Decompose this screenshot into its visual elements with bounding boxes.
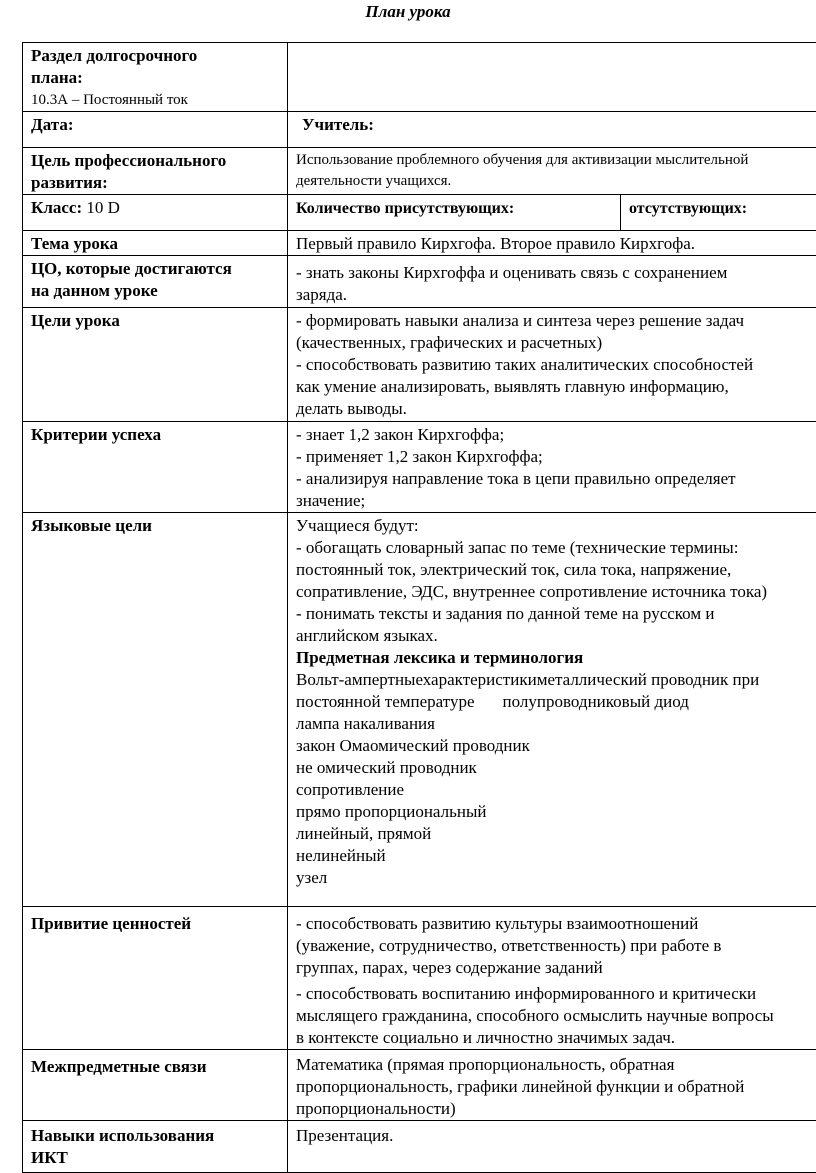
values-line: - способствовать воспитанию информированного и критически — [296, 983, 816, 1005]
row-section — [23, 43, 816, 112]
section-label-line2: плана: — [31, 67, 287, 89]
row-goal — [23, 148, 816, 195]
row-date — [23, 112, 816, 148]
vocab-line2a: постоянной температуре — [296, 692, 475, 711]
topic-label: Тема урока — [31, 234, 118, 253]
section-value-cell — [288, 43, 816, 112]
ict-value: Презентация. — [296, 1126, 393, 1145]
objectives-line: делать выводы. — [296, 398, 816, 420]
section-value: 10.3А – Постоянный ток — [31, 89, 287, 111]
row-objectives — [23, 308, 816, 422]
objectives-line: - формировать навыки анализа и синтеза через решение задач — [296, 310, 816, 332]
objectives-label: Цели урока — [31, 311, 120, 330]
goal-value-line2: деятельности учащихся. — [296, 171, 816, 192]
vocab-item: прямо пропорциональный — [296, 801, 816, 823]
lo-value-line1: - знать законы Кирхгоффа и оценивать связь с сохранением — [296, 262, 816, 284]
vocab-item: закон Омаомический проводник — [296, 735, 816, 757]
values-line: - способствовать развитию культуры взаимоотношений — [296, 913, 816, 935]
criteria-line: - применяет 1,2 закон Кирхгоффа; — [296, 446, 816, 468]
class-value: 10 D — [86, 198, 120, 217]
present-label: Количество присутствующих: — [296, 200, 514, 217]
section-label-cell — [23, 43, 288, 112]
language-label: Языковые цели — [31, 516, 152, 535]
criteria-line: - анализируя направление тока в цепи правильно определяет — [296, 468, 816, 490]
vocab-item: нелинейный — [296, 845, 816, 867]
goal-label-line1: Цель профессионального — [31, 150, 287, 172]
objectives-line: - способствовать развитию таких аналитических способностей — [296, 354, 816, 376]
criteria-label: Критерии успеха — [31, 425, 161, 444]
values-line: группах, парах, через содержание заданий — [296, 957, 816, 979]
values-line: (уважение, сотрудничество, ответственность) при работе в — [296, 935, 816, 957]
cross-line: пропорциональность, графики линейной функции и обратной — [296, 1076, 816, 1098]
row-cross-curricular — [23, 1050, 816, 1121]
row-values — [23, 907, 816, 1050]
values-line: в контексте социально и личностно значимых задач. — [296, 1027, 816, 1049]
lo-label-line1: ЦО, которые достигаются — [31, 258, 287, 280]
objectives-line: как умение анализировать, выявлять главную информацию, — [296, 376, 816, 398]
teacher-label: Учитель: — [302, 114, 816, 136]
vocab-item: сопротивление — [296, 779, 816, 801]
vocab-item: линейный, прямой — [296, 823, 816, 845]
row-criteria — [23, 422, 816, 513]
ict-label-line1: Навыки использования — [31, 1125, 287, 1147]
vocab-item: лампа накаливания — [296, 713, 816, 735]
page-title: План урока — [0, 2, 816, 22]
criteria-line: - знает 1,2 закон Кирхгоффа; — [296, 424, 816, 446]
row-ict — [23, 1121, 816, 1173]
absent-label: отсутствующих: — [629, 200, 747, 217]
values-label: Привитие ценностей — [31, 914, 191, 933]
language-line: - обогащать словарный запас по теме (технические термины: — [296, 537, 816, 559]
ict-label-line2: ИКТ — [31, 1147, 287, 1169]
vocab-item: узел — [296, 867, 816, 889]
language-intro: Учащиеся будут: — [296, 515, 816, 537]
language-line: сопративление, ЭДС, внутреннее сопротивление источника тока) — [296, 581, 816, 603]
language-line: - понимать тексты и задания по данной теме на русском и — [296, 603, 816, 625]
row-topic — [23, 231, 816, 256]
row-class — [23, 195, 816, 231]
values-line: мыслящего гражданина, способного осмыслить научные вопросы — [296, 1005, 816, 1027]
vocab-heading: Предметная лексика и терминология — [296, 647, 816, 669]
objectives-line: (качественных, графических и расчетных) — [296, 332, 816, 354]
class-label: Класс: — [31, 198, 82, 217]
topic-value: Первый правило Кирхгофа. Второе правило Кирхгофа. — [296, 234, 695, 253]
vocab-line1: Вольт-ампертныехарактеристикиметаллический проводник при — [296, 669, 816, 691]
vocab-line2b: полупроводниковый диод — [503, 692, 689, 711]
row-learning-objectives — [23, 256, 816, 308]
vocab-item: не омический проводник — [296, 757, 816, 779]
criteria-line: значение; — [296, 490, 816, 512]
section-label-line1: Раздел долгосрочного — [31, 45, 287, 67]
lo-label-line2: на данном уроке — [31, 280, 287, 302]
cross-line: Математика (прямая пропорциональность, обратная — [296, 1054, 816, 1076]
lesson-plan-table — [22, 42, 816, 1173]
row-language — [23, 513, 816, 907]
lo-value-line2: заряда. — [296, 284, 816, 306]
language-line: английском языках. — [296, 625, 816, 647]
cross-line: пропорциональности) — [296, 1098, 816, 1120]
language-line: постоянный ток, электрический ток, сила тока, напряжение, — [296, 559, 816, 581]
date-label: Дата: — [31, 114, 287, 136]
cross-label: Межпредметные связи — [31, 1057, 207, 1076]
goal-value-line1: Использование проблемного обучения для активизации мыслительной — [296, 150, 816, 171]
goal-label-line2: развития: — [31, 172, 287, 194]
